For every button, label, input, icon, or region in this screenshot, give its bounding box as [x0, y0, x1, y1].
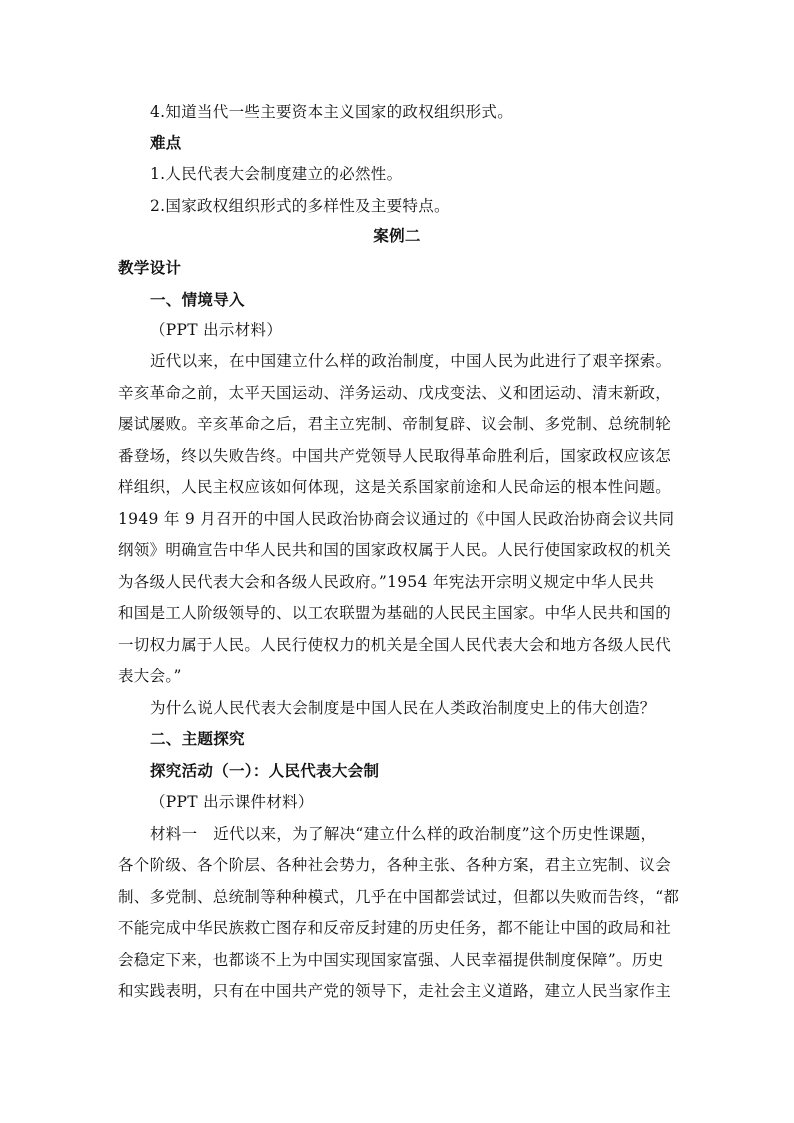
- section1-question: 为什么说人民代表大会制度是中国人民在人类政治制度史上的伟大创造？: [150, 699, 656, 717]
- case-title: 案例二: [373, 226, 421, 245]
- material-line: 不能完成中华民族救亡图存和反帝反封建的历史任务，都不能让中国的政局和社: [118, 919, 672, 937]
- design-heading: 教学设计: [118, 258, 182, 277]
- material-line: 会稳定下来，也都谈不上为中国实现国家富强、人民幸福提供制度保障”。历史: [118, 951, 664, 969]
- material-line: 各个阶级、各个阶层、各种社会势力，各种主张、各种方案，君主立宪制、议会: [118, 856, 672, 874]
- objective-item-4: 4.知道当代一些主要资本主义国家的政权组织形式。: [150, 103, 513, 121]
- section2-heading: 二、主题探究: [150, 729, 245, 748]
- difficulty-item-1: 1.人民代表大会制度建立的必然性。: [150, 165, 403, 183]
- paragraph-line: 样组织，人民主权应该如何体现，这是关系国家前途和人民命运的根本性问题。: [118, 478, 672, 496]
- paragraph-line: 和国是工人阶级领导的、以工农联盟为基础的人民民主国家。中华人民共和国的: [118, 604, 672, 622]
- paragraph-line: 屡试屡败。辛亥革命之后，君主立宪制、帝制复辟、议会制、多党制、总统制轮: [118, 415, 672, 433]
- paragraph-line: 表大会。”: [118, 667, 182, 685]
- paragraph-line: 近代以来，在中国建立什么样的政治制度，中国人民为此进行了艰辛探索。: [150, 352, 672, 370]
- section1-heading: 一、情境导入: [150, 290, 245, 309]
- section2-note: （PPT 出示课件材料）: [150, 793, 314, 811]
- difficulty-heading: 难点: [150, 133, 182, 152]
- paragraph-line: 辛亥革命之前，太平天国运动、洋务运动、戊戌变法、义和团运动、清末新政，: [118, 384, 672, 402]
- material-line: 和实践表明，只有在中国共产党的领导下，走社会主义道路，建立人民当家作主: [118, 982, 672, 1000]
- paragraph-line: 一切权力属于人民。人民行使权力的机关是全国人民代表大会和地方各级人民代: [118, 636, 672, 654]
- paragraph-line: 番登场，终以失败告终。中国共产党领导人民取得革命胜利后，国家政权应该怎: [118, 447, 672, 465]
- section1-note: （PPT 出示材料）: [150, 321, 283, 339]
- paragraph-line: 1949 年 9 月召开的中国人民政治协商会议通过的《中国人民政治协商会议共同: [118, 510, 675, 528]
- difficulty-item-2: 2.国家政权组织形式的多样性及主要特点。: [150, 197, 450, 215]
- paragraph-line: 为各级人民代表大会和各级人民政府。”1954 年宪法开宗明义规定中华人民共: [118, 573, 655, 591]
- paragraph-line: 纲领》明确宣告中华人民共和国的国家政权属于人民。人民行使国家政权的机关: [118, 541, 672, 559]
- material-line: 材料一 近代以来，为了解决“建立什么样的政治制度”这个历史性课题，: [150, 825, 657, 843]
- activity-heading: 探究活动（一）：人民代表大会制: [150, 761, 380, 780]
- material-line: 制、多党制、总统制等种种模式，几乎在中国都尝试过，但都以失败而告终，“都: [118, 888, 680, 906]
